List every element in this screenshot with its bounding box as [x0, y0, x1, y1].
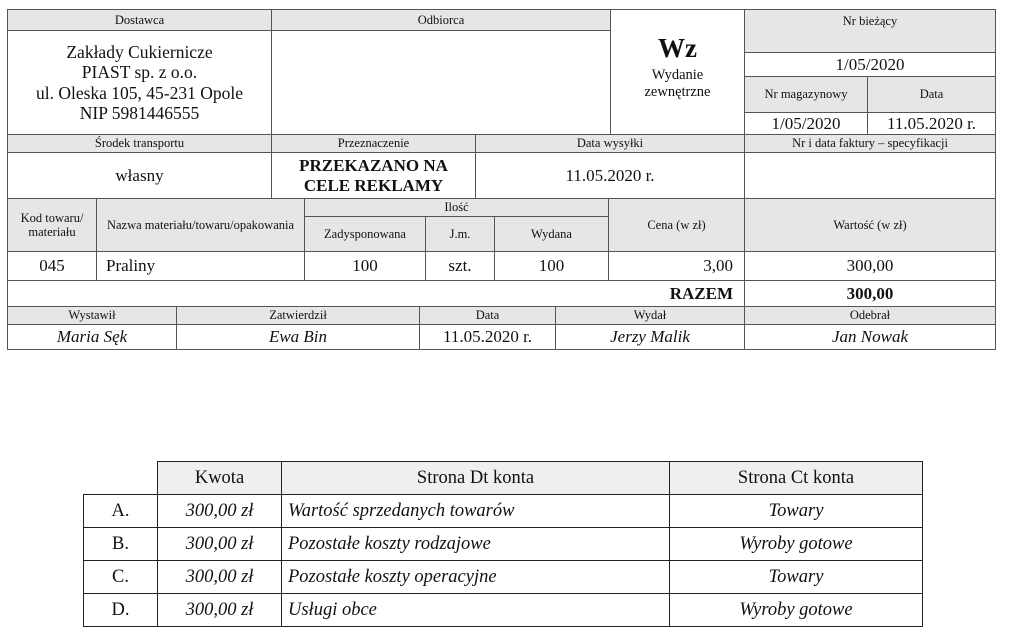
transport-value: własny	[7, 152, 272, 199]
item-name: Praliny	[96, 251, 305, 281]
approved-by-header: Zatwierdził	[176, 306, 420, 325]
quantity-header: Ilość	[304, 198, 609, 217]
answer-dt: Wartość sprzedanych towarów	[282, 495, 670, 528]
document-type	[610, 9, 745, 135]
recipient-header: Odbiorca	[271, 9, 611, 31]
item-value: 300,00	[744, 251, 996, 281]
item-price: 3,00	[608, 251, 745, 281]
answer-letter: D.	[84, 594, 158, 627]
answer-dt: Pozostałe koszty operacyjne	[282, 561, 670, 594]
answer-header-row	[84, 462, 923, 495]
total-label: RAZEM	[7, 280, 745, 307]
current-number: 1/05/2020	[744, 52, 996, 77]
item-code: 045	[7, 251, 97, 281]
ct-header: Strona Ct konta	[670, 462, 923, 495]
answer-dt: Pozostałe koszty rodzajowe	[282, 528, 670, 561]
answer-letter: A.	[84, 495, 158, 528]
released-by-header: Wydał	[555, 306, 745, 325]
supplier-line-3: ul. Oleska 105, 45-231 Opole	[35, 82, 244, 103]
answer-amount: 300,00 zł	[158, 528, 282, 561]
answer-row-c[interactable]	[84, 561, 923, 594]
answer-row-d[interactable]	[84, 594, 923, 627]
item-disposed: 100	[304, 251, 426, 281]
supplier-line-2: PIAST sp. z o.o.	[81, 62, 198, 83]
answer-ct: Wyroby gotowe	[670, 528, 923, 561]
wz-document	[7, 9, 996, 350]
issued-by-header: Wystawił	[7, 306, 177, 325]
answer-letter: C.	[84, 561, 158, 594]
answer-ct: Towary	[670, 495, 923, 528]
invoice-value	[744, 152, 996, 199]
document-name-line-2: zewnętrzne	[644, 84, 711, 101]
unit-header: J.m.	[425, 216, 495, 252]
signature-date-header: Data	[419, 306, 556, 325]
answer-amount: 300,00 zł	[158, 594, 282, 627]
answer-letter: B.	[84, 528, 158, 561]
current-number-header: Nr bieżący	[744, 9, 996, 53]
code-header: Kod towaru/ materiału	[7, 198, 97, 252]
empty-corner	[84, 462, 158, 495]
answer-ct: Wyroby gotowe	[670, 594, 923, 627]
answer-row-b[interactable]	[84, 528, 923, 561]
approved-by-value: Ewa Bin	[176, 324, 420, 350]
purpose-line-1: PRZEKAZANO NA	[299, 155, 448, 175]
name-header: Nazwa materiału/towaru/opakowania	[96, 198, 305, 252]
amount-header: Kwota	[158, 462, 282, 495]
dt-header: Strona Dt konta	[282, 462, 670, 495]
received-by-value: Jan Nowak	[744, 324, 996, 350]
answer-amount: 300,00 zł	[158, 561, 282, 594]
ship-date-value: 11.05.2020 r.	[475, 152, 745, 199]
document-date: 11.05.2020 r.	[867, 112, 996, 135]
supplier-line-4: NIP 5981446555	[79, 102, 200, 123]
signature-date-value: 11.05.2020 r.	[419, 324, 556, 350]
ship-date-header: Data wysyłki	[475, 134, 745, 153]
value-header: Wartość (w zł)	[744, 198, 996, 252]
released-by-value: Jerzy Malik	[555, 324, 745, 350]
transport-header: Środek transportu	[7, 134, 272, 153]
received-by-header: Odebrał	[744, 306, 996, 325]
purpose-header: Przeznaczenie	[271, 134, 476, 153]
warehouse-number-header: Nr magazynowy	[744, 76, 868, 113]
answer-table	[83, 461, 923, 627]
purpose-line-2: CELE REKLAMY	[303, 175, 444, 195]
answer-dt: Usługi obce	[282, 594, 670, 627]
answer-ct: Towary	[670, 561, 923, 594]
supplier-line-1: Zakłady Cukiernicze	[66, 42, 213, 63]
document-name-line-1: Wydanie	[651, 66, 704, 83]
warehouse-number: 1/05/2020	[744, 112, 868, 135]
invoice-header: Nr i data faktury – specyfikacji	[744, 134, 996, 153]
disposed-header: Zadysponowana	[304, 216, 426, 252]
answer-amount: 300,00 zł	[158, 495, 282, 528]
supplier-details	[7, 30, 272, 135]
issued-by-value: Maria Sęk	[7, 324, 177, 350]
date-header: Data	[867, 76, 996, 113]
total-value: 300,00	[744, 280, 996, 307]
item-unit: szt.	[425, 251, 495, 281]
purpose-value	[271, 152, 476, 199]
price-header: Cena (w zł)	[608, 198, 745, 252]
supplier-header: Dostawca	[7, 9, 272, 31]
issued-header: Wydana	[494, 216, 609, 252]
answer-row-a[interactable]	[84, 495, 923, 528]
document-symbol: Wz	[658, 32, 697, 63]
recipient-details	[271, 30, 611, 135]
item-issued: 100	[494, 251, 609, 281]
